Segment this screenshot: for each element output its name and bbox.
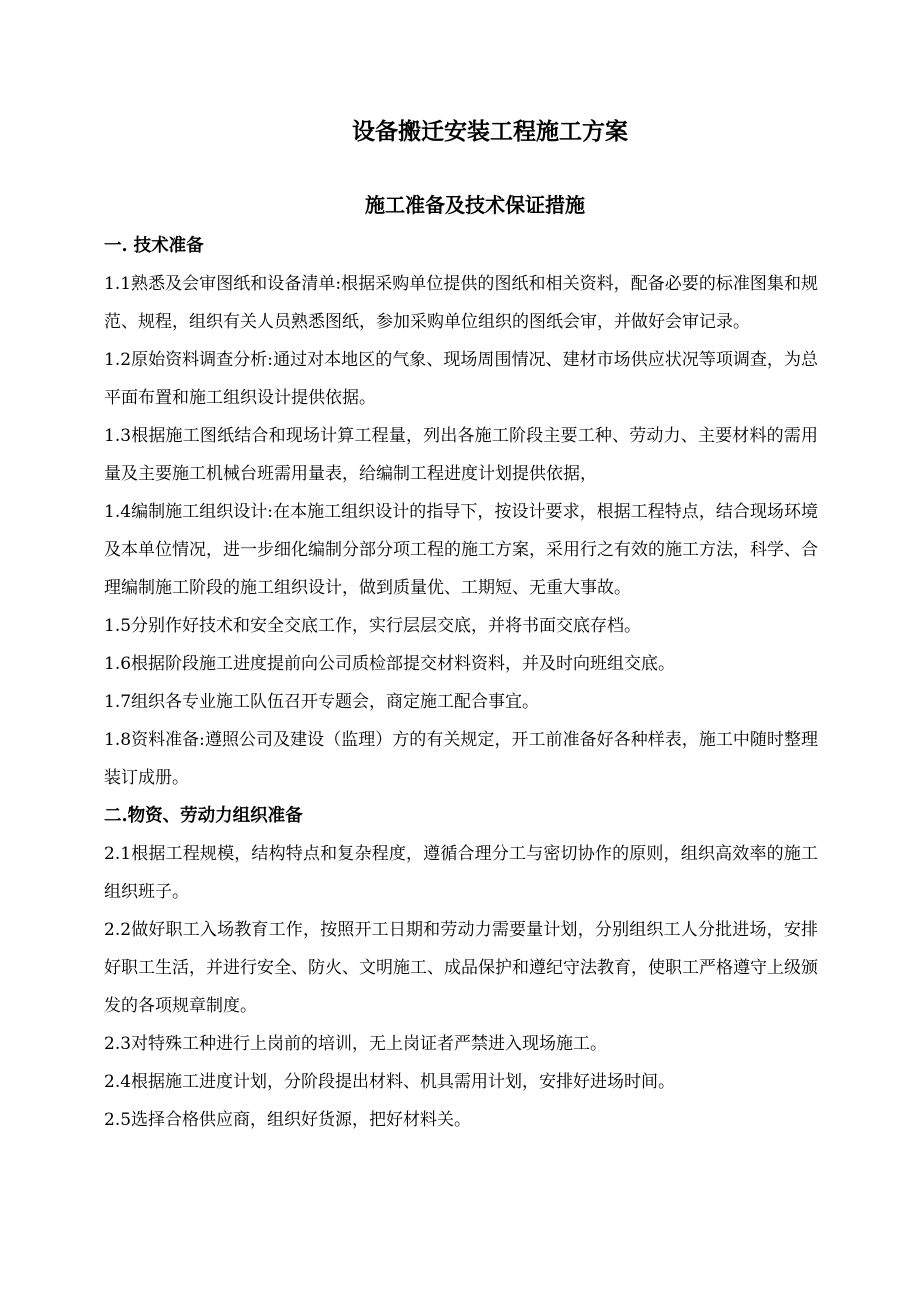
paragraph-1-8: 1.8资料准备:遵照公司及建设（监理）方的有关规定，开工前准备好各种样表，施工中随时整理装订成册。 [104,730,818,788]
paragraph-1-1: 1.1熟悉及会审图纸和设备清单:根据采购单位提供的图纸和相关资料，配备必要的标准图集和规范、规程，组织有关人员熟悉图纸，参加采购单位组织的图纸会审，并做好会审记录。 [104,274,818,332]
section-heading-materials-labor: 二.物资、劳动力组织准备 [104,806,303,826]
document-body [104,227,818,1139]
paragraph-1-7: 1.7组织各专业施工队伍召开专题会，商定施工配合事宜。 [104,692,540,712]
section-heading-technical-preparation: 一. 技术准备 [104,236,204,256]
paragraph-1-3: 1.3根据施工图纸结合和现场计算工程量，列出各施工阶段主要工种、劳动力、主要材料的需用量及主要施工机械台班需用量表，给编制工程进度计划提供依据， [104,426,818,484]
document-title: 设备搬迁安装工程施工方案 [352,118,628,145]
paragraph-2-3: 2.3对特殊工种进行上岗前的培训，无上岗证者严禁进入现场施工。 [104,1034,608,1054]
paragraph-1-4: 1.4编制施工组织设计:在本施工组织设计的指导下，按设计要求，根据工程特点，结合现场环境及本单位情况，进一步细化编制分部分项工程的施工方案，采用行之有效的施工方法，科学、合理编制施工阶段的施工组织设计，做到质量优、工期短、无重大事故。 [104,502,818,598]
document-subtitle: 施工准备及技术保证措施 [365,193,585,217]
paragraph-1-2: 1.2原始资料调查分析:通过对本地区的气象、现场周围情况、建材市场供应状况等项调查，为总平面布置和施工组织设计提供依据。 [104,350,818,408]
paragraph-2-4: 2.4根据施工进度计划，分阶段提出材料、机具需用计划，安排好进场时间。 [104,1072,676,1092]
paragraph-1-6: 1.6根据阶段施工进度提前向公司质检部提交材料资料，并及时向班组交底。 [104,654,676,674]
paragraph-2-2: 2.2做好职工入场教育工作，按照开工日期和劳动力需要量计划，分别组织工人分批进场，安排好职工生活，并进行安全、防火、文明施工、成品保护和遵纪守法教育，使职工严格遵守上级颁发的各项规章制度。 [104,920,818,1016]
paragraph-2-1: 2.1根据工程规模，结构特点和复杂程度，遵循合理分工与密切协作的原则，组织高效率的施工组织班子。 [104,844,818,902]
paragraph-1-5: 1.5分别作好技术和安全交底工作，实行层层交底，并将书面交底存档。 [104,616,642,636]
paragraph-2-5: 2.5选择合格供应商，组织好货源，把好材料关。 [104,1110,472,1130]
